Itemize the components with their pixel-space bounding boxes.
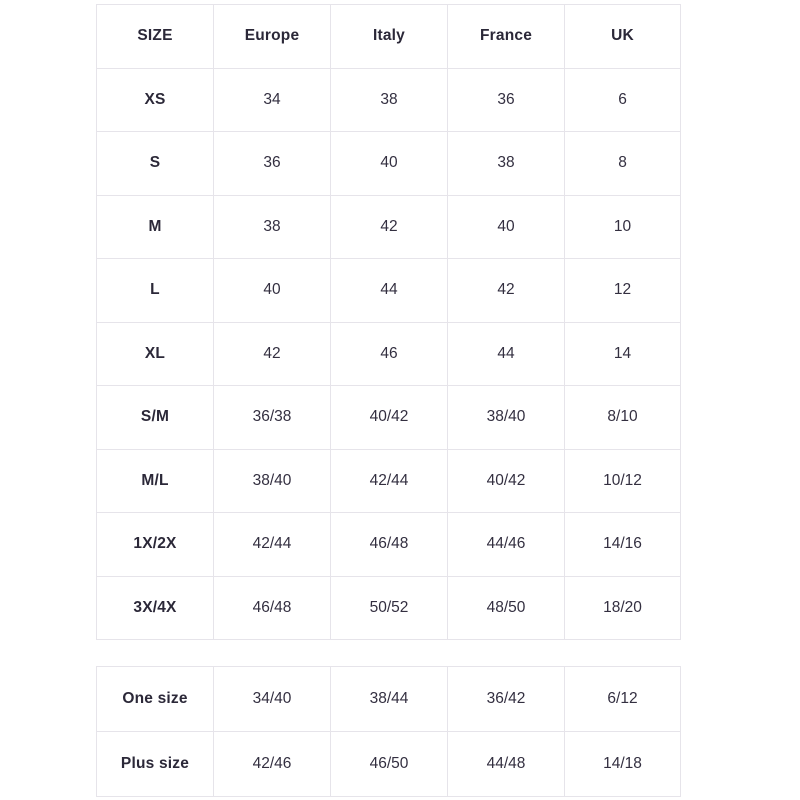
cell-uk: 14/18 (565, 732, 681, 797)
cell-europe: 42/46 (214, 732, 331, 797)
cell-france: 40/42 (448, 449, 565, 513)
cell-uk: 8 (565, 132, 681, 196)
cell-europe: 46/48 (214, 576, 331, 640)
cell-italy: 46 (331, 322, 448, 386)
cell-france: 42 (448, 259, 565, 323)
row-label: S (97, 132, 214, 196)
cell-italy: 40/42 (331, 386, 448, 450)
cell-uk: 6/12 (565, 667, 681, 732)
cell-france: 38 (448, 132, 565, 196)
table-body (97, 68, 681, 640)
table-row (97, 576, 681, 640)
table-row (97, 732, 681, 797)
cell-uk: 14 (565, 322, 681, 386)
main-table-container (96, 4, 680, 640)
cell-italy: 42 (331, 195, 448, 259)
cell-europe: 38/40 (214, 449, 331, 513)
cell-italy: 46/48 (331, 513, 448, 577)
row-label: XS (97, 68, 214, 132)
cell-france: 36/42 (448, 667, 565, 732)
row-label: S/M (97, 386, 214, 450)
cell-europe: 42 (214, 322, 331, 386)
row-label: Plus size (97, 732, 214, 797)
cell-italy: 44 (331, 259, 448, 323)
row-label: M/L (97, 449, 214, 513)
cell-france: 44/46 (448, 513, 565, 577)
table-header (97, 5, 681, 69)
row-label: XL (97, 322, 214, 386)
column-header-europe: Europe (214, 5, 331, 69)
cell-europe: 38 (214, 195, 331, 259)
cell-france: 36 (448, 68, 565, 132)
cell-uk: 12 (565, 259, 681, 323)
cell-france: 48/50 (448, 576, 565, 640)
secondary-table-container (96, 666, 680, 797)
column-header-italy: Italy (331, 5, 448, 69)
column-header-size: SIZE (97, 5, 214, 69)
table-row (97, 322, 681, 386)
cell-italy: 38/44 (331, 667, 448, 732)
cell-france: 38/40 (448, 386, 565, 450)
table-row (97, 449, 681, 513)
one-size-plus-size-table (96, 666, 681, 797)
cell-italy: 42/44 (331, 449, 448, 513)
table-row (97, 195, 681, 259)
table-row (97, 513, 681, 577)
cell-europe: 40 (214, 259, 331, 323)
cell-europe: 36 (214, 132, 331, 196)
table-row (97, 68, 681, 132)
column-header-france: France (448, 5, 565, 69)
row-label: One size (97, 667, 214, 732)
table-row (97, 667, 681, 732)
cell-uk: 10 (565, 195, 681, 259)
cell-uk: 14/16 (565, 513, 681, 577)
row-label: M (97, 195, 214, 259)
table-row (97, 386, 681, 450)
cell-france: 40 (448, 195, 565, 259)
cell-europe: 42/44 (214, 513, 331, 577)
row-label: L (97, 259, 214, 323)
table-row (97, 132, 681, 196)
cell-uk: 18/20 (565, 576, 681, 640)
table-row (97, 259, 681, 323)
cell-italy: 40 (331, 132, 448, 196)
cell-italy: 38 (331, 68, 448, 132)
column-header-uk: UK (565, 5, 681, 69)
table-body (97, 667, 681, 797)
cell-uk: 8/10 (565, 386, 681, 450)
cell-uk: 10/12 (565, 449, 681, 513)
cell-europe: 36/38 (214, 386, 331, 450)
row-label: 3X/4X (97, 576, 214, 640)
cell-france: 44/48 (448, 732, 565, 797)
cell-italy: 50/52 (331, 576, 448, 640)
size-conversion-table (96, 4, 681, 640)
cell-france: 44 (448, 322, 565, 386)
row-label: 1X/2X (97, 513, 214, 577)
cell-uk: 6 (565, 68, 681, 132)
cell-europe: 34/40 (214, 667, 331, 732)
table-header-row (97, 5, 681, 69)
cell-italy: 46/50 (331, 732, 448, 797)
cell-europe: 34 (214, 68, 331, 132)
